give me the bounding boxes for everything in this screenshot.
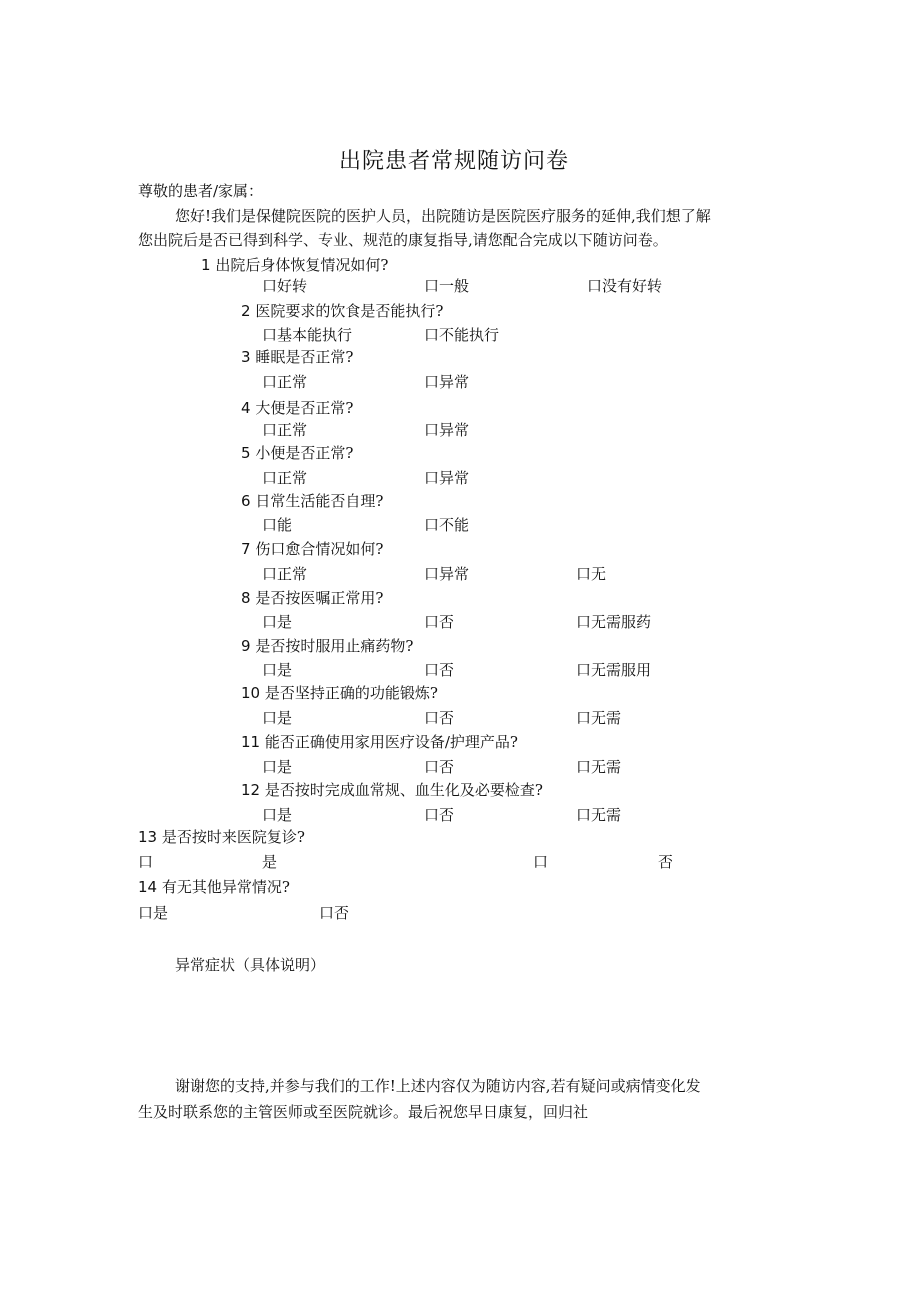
q3-option-2[interactable]: 口异常 [424, 373, 470, 391]
q12-option-2[interactable]: 口否 [424, 806, 455, 824]
q11-option-1[interactable]: 口是 [262, 758, 293, 776]
q9-option-3[interactable]: 口无需服用 [576, 661, 652, 679]
question-3 [241, 347, 353, 367]
question-number: 14 [138, 878, 158, 896]
q13-no-checkbox[interactable]: 口 [533, 853, 549, 871]
q8-option-2[interactable]: 口否 [424, 613, 455, 631]
question-text: 大便是否正常? [255, 399, 354, 417]
q10-option-3[interactable]: 口无需 [576, 709, 622, 727]
question-text: 睡眠是否正常? [255, 348, 354, 366]
abnormal-symptoms-label: 异常症状（具体说明） [175, 956, 326, 974]
q5-option-2[interactable]: 口异常 [424, 469, 470, 487]
q6-option-1[interactable]: 口能 [262, 516, 293, 534]
q12-option-3[interactable]: 口无需 [576, 806, 622, 824]
question-text: 出院后身体恢复情况如何? [215, 256, 389, 274]
q5-option-1[interactable]: 口正常 [262, 469, 308, 487]
question-number: 1 [201, 256, 211, 274]
question-11 [241, 732, 518, 752]
question-14 [138, 877, 290, 897]
question-1 [201, 255, 388, 275]
question-12 [241, 780, 543, 800]
q1-option-2[interactable]: 口一般 [424, 277, 470, 295]
salutation: 尊敬的患者/家属： [138, 182, 264, 200]
question-text: 是否按时来医院复诊? [161, 828, 305, 846]
question-number: 4 [241, 399, 251, 417]
q6-option-2[interactable]: 口不能 [424, 516, 470, 534]
q2-option-1[interactable]: 口基本能执行 [262, 326, 353, 344]
q13-yes-label: 是 [262, 853, 278, 871]
question-text: 伤口愈合情况如何? [255, 540, 384, 558]
question-text: 是否按时服用止痛药物? [255, 637, 414, 655]
q9-option-2[interactable]: 口否 [424, 661, 455, 679]
question-text: 是否按医嘱正常用? [255, 589, 384, 607]
question-number: 12 [241, 781, 261, 799]
q3-option-1[interactable]: 口正常 [262, 373, 308, 391]
question-8 [241, 588, 383, 608]
q1-option-1[interactable]: 口好转 [262, 277, 308, 295]
q10-option-2[interactable]: 口否 [424, 709, 455, 727]
question-number: 3 [241, 348, 251, 366]
question-number: 10 [241, 684, 261, 702]
question-5 [241, 443, 353, 463]
q7-option-3[interactable]: 口无 [576, 565, 607, 583]
question-13 [138, 827, 305, 847]
q11-option-3[interactable]: 口无需 [576, 758, 622, 776]
question-text: 医院要求的饮食是否能执行? [255, 302, 444, 320]
closing-line-1: 谢谢您的支持,并参与我们的工作!上述内容仅为随访内容,若有疑问或病情变化发 [175, 1077, 701, 1095]
question-number: 11 [241, 733, 261, 751]
q13-yes-checkbox[interactable]: 口 [138, 853, 154, 871]
q9-option-1[interactable]: 口是 [262, 661, 293, 679]
page-title: 出院患者常规随访问卷 [339, 149, 570, 174]
question-text: 小便是否正常? [255, 444, 354, 462]
question-number: 5 [241, 444, 251, 462]
question-number: 13 [138, 828, 158, 846]
q7-option-1[interactable]: 口正常 [262, 565, 308, 583]
q14-option-2[interactable]: 口否 [319, 904, 350, 922]
closing-line-2: 生及时联系您的主管医师或至医院就诊。最后祝您早日康复，回归社 [138, 1103, 589, 1121]
q11-option-2[interactable]: 口否 [424, 758, 455, 776]
question-9 [241, 636, 413, 656]
question-text: 是否坚持正确的功能锻炼? [264, 684, 438, 702]
question-text: 能否正确使用家用医疗设备/护理产品? [264, 733, 518, 751]
question-10 [241, 683, 438, 703]
question-2 [241, 301, 443, 321]
question-4 [241, 398, 353, 418]
question-number: 9 [241, 637, 251, 655]
question-text: 有无其他异常情况? [161, 878, 290, 896]
question-7 [241, 539, 383, 559]
q7-option-2[interactable]: 口异常 [424, 565, 470, 583]
question-number: 7 [241, 540, 251, 558]
q12-option-1[interactable]: 口是 [262, 806, 293, 824]
question-6 [241, 491, 383, 511]
q14-option-1[interactable]: 口是 [138, 904, 169, 922]
q8-option-3[interactable]: 口无需服药 [576, 613, 652, 631]
q1-option-3[interactable]: 口没有好转 [587, 277, 663, 295]
question-number: 2 [241, 302, 251, 320]
question-number: 8 [241, 589, 251, 607]
question-text: 是否按时完成血常规、血生化及必要检查? [264, 781, 543, 799]
q13-no-label: 否 [658, 853, 674, 871]
q10-option-1[interactable]: 口是 [262, 709, 293, 727]
q2-option-2[interactable]: 口不能执行 [424, 326, 500, 344]
q4-option-2[interactable]: 口异常 [424, 421, 470, 439]
question-text: 日常生活能否自理? [255, 492, 384, 510]
q8-option-1[interactable]: 口是 [262, 613, 293, 631]
intro-line-2: 您出院后是否已得到科学、专业、规范的康复指导,请您配合完成以下随访问卷。 [138, 231, 668, 249]
q4-option-1[interactable]: 口正常 [262, 421, 308, 439]
question-number: 6 [241, 492, 251, 510]
intro-line-1: 您好!我们是保健院医院的医护人员，出院随访是医院医疗服务的延伸,我们想了解 [175, 207, 711, 225]
